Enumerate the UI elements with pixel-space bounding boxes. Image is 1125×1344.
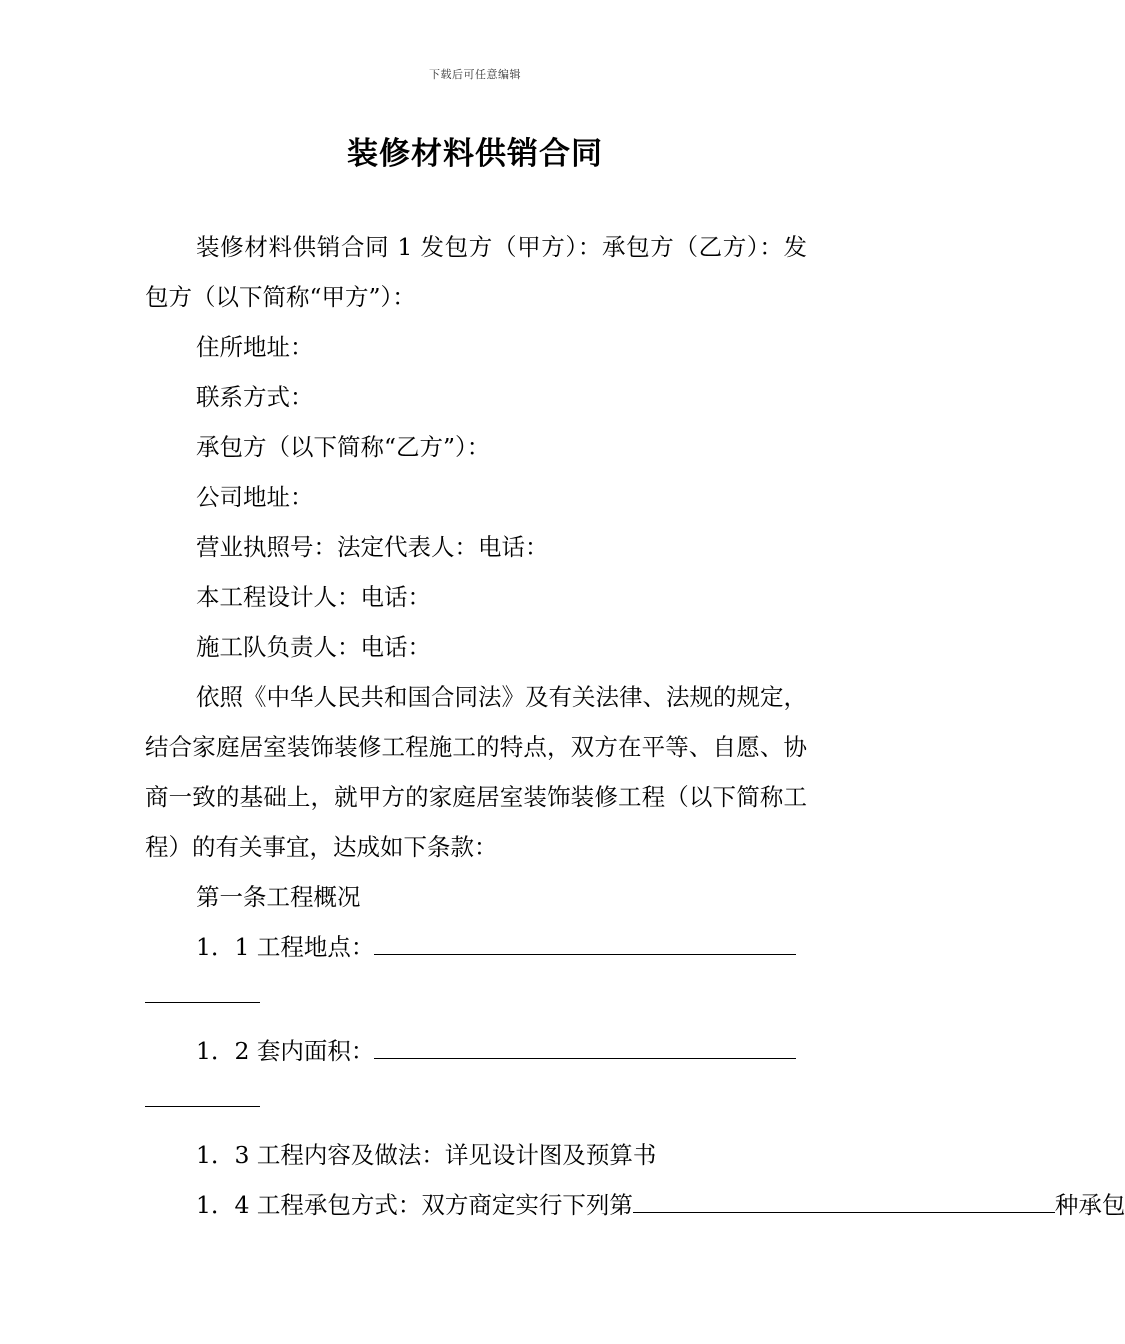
item-1-1-label: 1．1 工程地点： [196, 933, 375, 961]
party-b-company-address-label: 公司地址： [196, 483, 314, 511]
intro-paragraph: 装修材料供销合同 1 发包方（甲方）：承包方（乙方）：发包方（以下简称“甲方”）： [145, 233, 807, 311]
item-1-2-blank-tail [145, 1106, 260, 1107]
preamble-paragraph: 依照《中华人民共和国合同法》及有关法律、法规的规定，结合家庭居室装饰装修工程施工的特点，双方在平等、自愿、协商一致的基础上，就甲方的家庭居室装饰装修工程（以下简称工程）的有关事宜，达成如下条款： [145, 683, 807, 861]
item-1-3: 1．3 工程内容及做法：详见设计图及预算书 [196, 1141, 657, 1169]
item-1-1-blank-continuation [145, 972, 807, 1026]
party-b-heading: 承包方（以下简称“乙方”）： [196, 433, 491, 461]
page-header-note: 下载后可任意编辑 [429, 68, 521, 81]
article-1-heading: 第一条工程概况 [196, 883, 361, 911]
item-1-2-blank [374, 1058, 796, 1059]
contract-body [145, 222, 1125, 1230]
party-a-address-label: 住所地址： [196, 333, 314, 361]
item-1-1-row [145, 922, 807, 972]
party-b-license-line: 营业执照号：法定代表人：电话： [196, 533, 549, 561]
party-a-contact-label: 联系方式： [196, 383, 314, 411]
item-1-4-row [145, 1180, 1125, 1230]
item-1-4-label-start: 1．4 工程承包方式：双方商定实行下列第 [196, 1191, 633, 1219]
item-1-2-row [145, 1026, 807, 1076]
item-1-1-blank [374, 954, 796, 955]
team-lead-line: 施工队负责人：电话： [196, 633, 431, 661]
designer-line: 本工程设计人：电话： [196, 583, 431, 611]
item-1-4-label-end: 种承包 [1054, 1191, 1125, 1219]
item-1-2-blank-continuation [145, 1076, 807, 1130]
item-1-4-blank [633, 1212, 1055, 1213]
item-1-2-label: 1．2 套内面积： [196, 1037, 375, 1065]
document-title: 装修材料供销合同 [347, 136, 603, 172]
item-1-1-blank-tail [145, 1002, 260, 1003]
